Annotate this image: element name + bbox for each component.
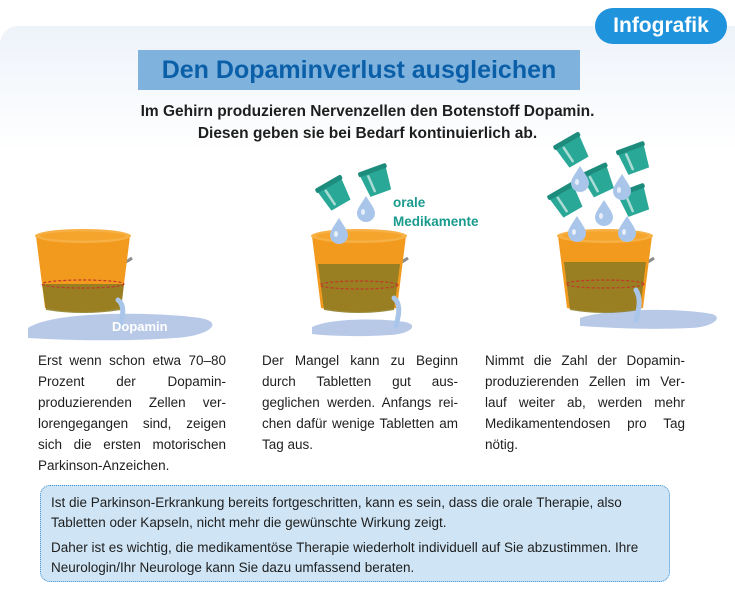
text-column-1: [38, 350, 226, 476]
column-1-line: Erst wenn schon etwa 70–80: [38, 353, 226, 368]
column-2-line: geglichen werden. Anfangs rei-​: [262, 395, 458, 410]
subtitle-line-1: Im Gehirn produzieren Nervenzellen den Botenstoff Dopamin.: [140, 103, 595, 120]
text-column-2: [262, 350, 458, 455]
column-3-line: produzierenden Zellen im Ver-​: [485, 374, 685, 389]
medication-cups-3: [547, 131, 653, 242]
column-3-text: [485, 350, 685, 455]
column-2-line: Der Mangel kann zu Beginn: [262, 353, 458, 368]
infografik-badge: Infografik: [595, 8, 727, 44]
column-2-text: [262, 350, 458, 455]
column-1-line: Prozent der Dopamin-​: [38, 374, 226, 389]
column-1-line: Parkinson-Anzeichen.: [38, 458, 170, 473]
column-1-line: produzierenden Zellen ver-​: [38, 395, 226, 410]
column-3-line: nötig.: [485, 437, 519, 452]
orale-label-line-1: orale: [393, 195, 426, 210]
column-1-line: lorengegangen sind, zeigen: [38, 416, 226, 431]
column-3-line: lauf weiter ab, werden mehr: [485, 395, 685, 410]
column-1-line: sich die ersten motorischen: [38, 437, 226, 452]
subtitle-line-2: Diesen geben sie bei Bedarf kontinuierlich ab.: [197, 125, 538, 142]
column-2-line: durch Tabletten gut aus-​: [262, 374, 458, 389]
info-note-box: [40, 485, 670, 582]
column-3-line: Medikamentendosen pro Tag: [485, 416, 685, 431]
column-3-line: Nimmt die Zahl der Dopamin-​: [485, 353, 685, 368]
column-2-line: am Tag aus.: [262, 416, 458, 452]
dopamin-label: Dopamin: [112, 319, 168, 334]
note-paragraph-2: Daher ist es wichtig, die medikamentöse Therapie wiederholt individuell auf Sie abzustimmen. Ihre Neurologin/Ihr Neurologe kann Sie dazu umfassend beraten.: [51, 540, 639, 575]
page-title: Den Dopaminverlust ausgleichen: [138, 50, 580, 90]
bucket-2: [311, 229, 412, 336]
note-paragraph-1: Ist die Parkinson-Erkrankung bereits fortgeschritten, kann es sein, dass die orale Therapie, also Tabletten oder Kapseln, nicht mehr die gewünschte Wirkung zeigt.: [51, 495, 622, 530]
text-column-3: [485, 350, 685, 455]
orale-label-line-2: Medikamente: [393, 214, 479, 229]
column-2-line: chen dafür wenige Tabletten: [262, 416, 440, 431]
column-1-text: [38, 350, 226, 476]
bucket-3: [557, 229, 717, 329]
orale-medikamente-label: [393, 193, 479, 231]
